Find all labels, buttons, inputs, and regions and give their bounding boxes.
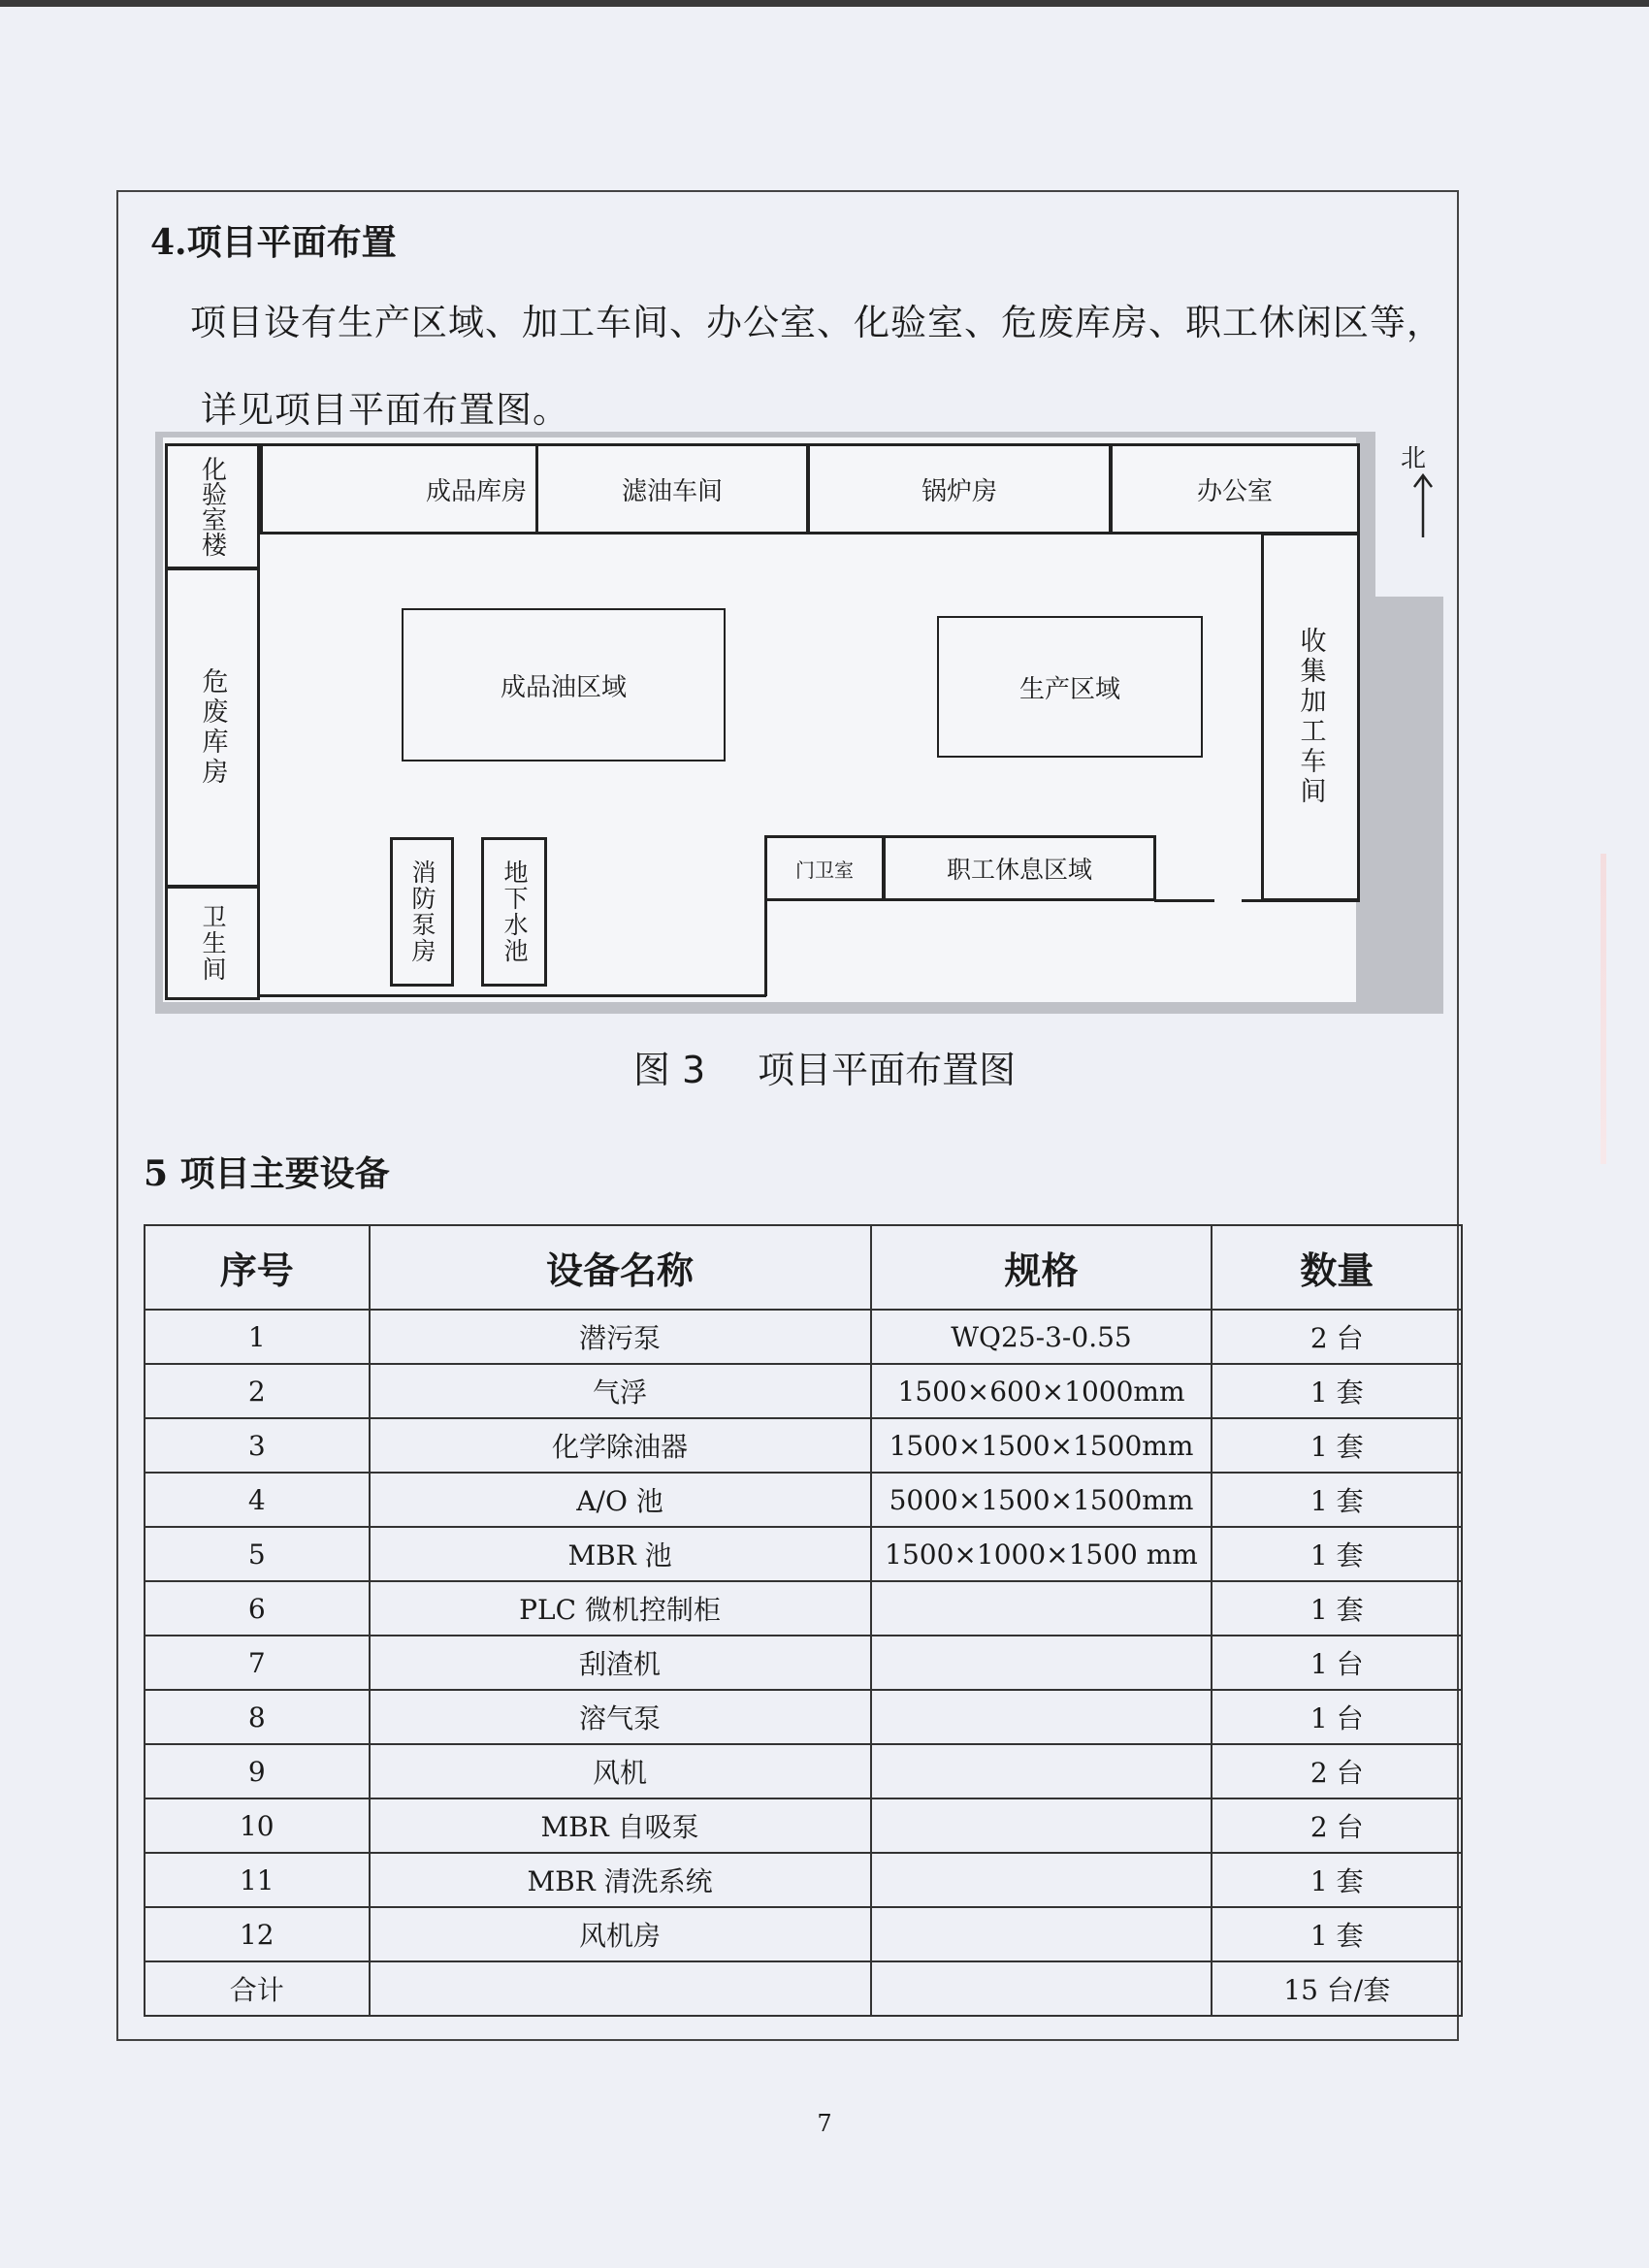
table-cell: MBR 清洗系统 xyxy=(370,1853,871,1907)
section-5-heading: 5 项目主要设备 xyxy=(144,1153,390,1194)
table-cell: 2 台 xyxy=(1212,1744,1462,1798)
table-cell: 4 xyxy=(145,1473,370,1527)
room-boiler: 锅炉房 xyxy=(807,443,1112,535)
boundary-gate-right xyxy=(1154,899,1214,902)
table-cell: 1 套 xyxy=(1212,1853,1462,1907)
page-number: 7 xyxy=(817,2110,832,2137)
figure-title: 项目平面布置图 xyxy=(758,1049,1017,1091)
table-row xyxy=(145,1527,1462,1581)
boundary-gate-post xyxy=(764,899,767,996)
table-cell xyxy=(871,1798,1212,1853)
table-cell xyxy=(871,1581,1212,1636)
table-cell xyxy=(871,1907,1212,1961)
table-row xyxy=(145,1744,1462,1798)
room-underground-pool: 地下水池 xyxy=(481,837,547,987)
table-cell: 6 xyxy=(145,1581,370,1636)
table-cell: 3 xyxy=(145,1418,370,1473)
room-office: 办公室 xyxy=(1110,443,1360,535)
table-cell xyxy=(370,1961,871,2016)
table-cell: 气浮 xyxy=(370,1364,871,1418)
room-toilet: 卫生间 xyxy=(165,886,260,1000)
table-row xyxy=(145,1798,1462,1853)
floor-plan-figure xyxy=(155,432,1443,1014)
area-production: 生产区域 xyxy=(937,616,1203,758)
table-cell: A/O 池 xyxy=(370,1473,871,1527)
table-cell: 12 xyxy=(145,1907,370,1961)
table-cell: 5 xyxy=(145,1527,370,1581)
table-header-cell: 设备名称 xyxy=(370,1225,871,1310)
section-4-intro-line2: 详见项目平面布置图。 xyxy=(201,389,569,431)
table-cell xyxy=(871,1744,1212,1798)
table-cell: PLC 微机控制柜 xyxy=(370,1581,871,1636)
table-row xyxy=(145,1364,1462,1418)
table-cell: 风机 xyxy=(370,1744,871,1798)
table-header-cell: 规格 xyxy=(871,1225,1212,1310)
room-collect-process: 收集加工车间 xyxy=(1261,533,1360,901)
equipment-table xyxy=(144,1224,1463,2017)
table-cell: 1 套 xyxy=(1212,1581,1462,1636)
table-cell: 1 套 xyxy=(1212,1907,1462,1961)
figure-number: 图 3 xyxy=(632,1049,706,1091)
room-lab: 化验室楼 xyxy=(165,443,260,569)
table-header-row xyxy=(145,1225,1462,1310)
table-cell: 1500×1000×1500 mm xyxy=(871,1527,1212,1581)
scan-top-edge xyxy=(0,0,1649,7)
table-header-cell: 序号 xyxy=(145,1225,370,1310)
table-cell: 1 套 xyxy=(1212,1473,1462,1527)
table-row xyxy=(145,1853,1462,1907)
table-cell: MBR 自吸泵 xyxy=(370,1798,871,1853)
table-cell: 8 xyxy=(145,1690,370,1744)
table-cell: 15 台/套 xyxy=(1212,1961,1462,2016)
table-cell xyxy=(871,1961,1212,2016)
table-cell: 1 xyxy=(145,1310,370,1364)
table-cell: 7 xyxy=(145,1636,370,1690)
table-cell: 2 台 xyxy=(1212,1798,1462,1853)
table-cell: MBR 池 xyxy=(370,1527,871,1581)
table-row xyxy=(145,1473,1462,1527)
red-stamp-mark xyxy=(1600,854,1606,1164)
table-cell xyxy=(871,1636,1212,1690)
table-cell: 刮渣机 xyxy=(370,1636,871,1690)
table-cell xyxy=(871,1690,1212,1744)
table-cell: 10 xyxy=(145,1798,370,1853)
room-hazwaste: 危废库房 xyxy=(165,567,260,888)
table-cell: 合计 xyxy=(145,1961,370,2016)
table-header-cell: 数量 xyxy=(1212,1225,1462,1310)
boundary-east-corner xyxy=(1242,899,1360,902)
table-cell: 1 套 xyxy=(1212,1418,1462,1473)
room-oil-filter: 滤油车间 xyxy=(535,443,809,535)
table-cell: 1500×1500×1500mm xyxy=(871,1418,1212,1473)
table-cell: 2 台 xyxy=(1212,1310,1462,1364)
table-row xyxy=(145,1310,1462,1364)
table-cell: 5000×1500×1500mm xyxy=(871,1473,1212,1527)
north-label: 北 xyxy=(1401,444,1427,473)
table-row xyxy=(145,1690,1462,1744)
table-cell: 潜污泵 xyxy=(370,1310,871,1364)
table-cell xyxy=(871,1853,1212,1907)
table-cell: 1 台 xyxy=(1212,1636,1462,1690)
room-product-store: 成品库房 xyxy=(260,443,693,535)
table-cell: 1500×600×1000mm xyxy=(871,1364,1212,1418)
area-product-oil: 成品油区域 xyxy=(402,608,726,761)
table-cell: 1 套 xyxy=(1212,1364,1462,1418)
table-cell: 化学除油器 xyxy=(370,1418,871,1473)
table-row xyxy=(145,1907,1462,1961)
area-staff-rest: 职工休息区域 xyxy=(883,835,1156,901)
table-row xyxy=(145,1636,1462,1690)
north-arrow-icon xyxy=(1411,471,1435,539)
table-cell: 溶气泵 xyxy=(370,1690,871,1744)
figure-caption xyxy=(0,1040,1649,1093)
table-cell: 1 台 xyxy=(1212,1690,1462,1744)
table-row xyxy=(145,1961,1462,2016)
table-cell: 风机房 xyxy=(370,1907,871,1961)
table-body xyxy=(145,1310,1462,2016)
table-cell: 11 xyxy=(145,1853,370,1907)
table-cell: WQ25-3-0.55 xyxy=(871,1310,1212,1364)
section-4-heading: 4.项目平面布置 xyxy=(150,222,397,263)
room-guard: 门卫室 xyxy=(764,835,885,901)
table-row xyxy=(145,1418,1462,1473)
section-4-intro-line1: 项目设有生产区域、加工车间、办公室、化验室、危废库房、职工休闲区等， xyxy=(190,302,1443,343)
table-cell: 1 套 xyxy=(1212,1527,1462,1581)
table-cell: 9 xyxy=(145,1744,370,1798)
room-fire-pump: 消防泵房 xyxy=(390,837,454,987)
boundary-south xyxy=(260,994,766,997)
table-cell: 2 xyxy=(145,1364,370,1418)
table-row xyxy=(145,1581,1462,1636)
